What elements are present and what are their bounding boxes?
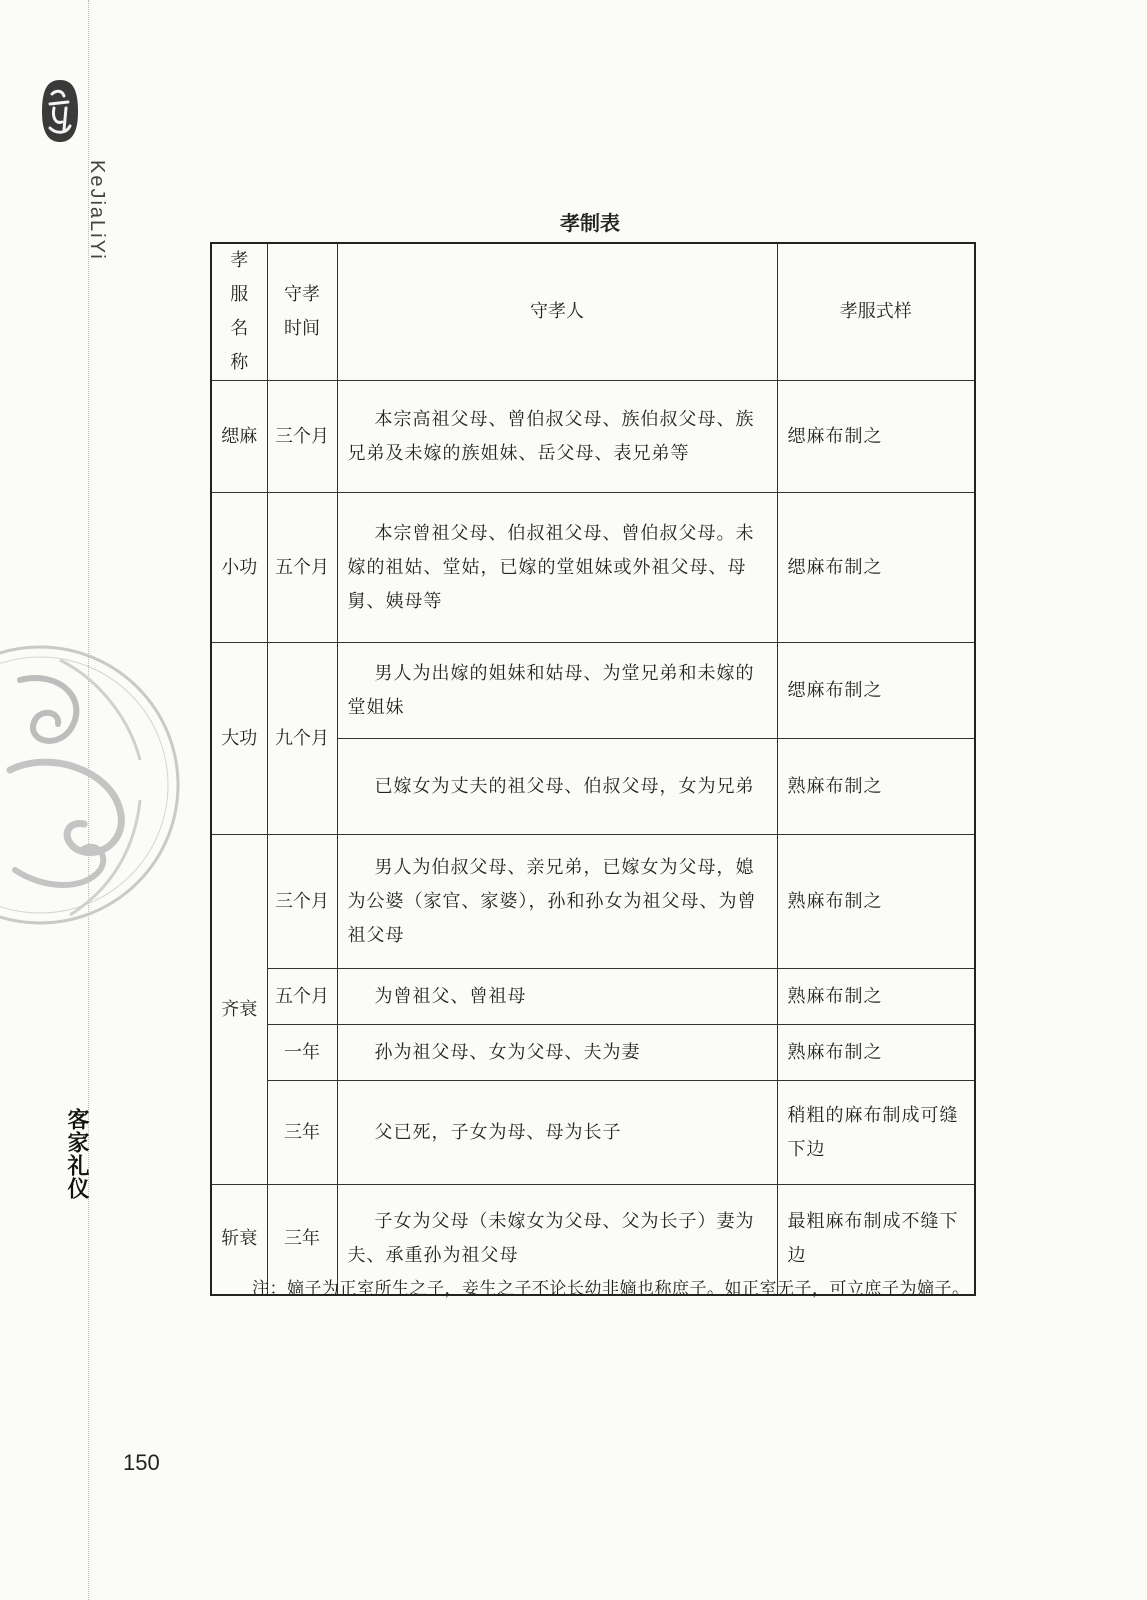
header-duration: 守孝时间	[267, 243, 337, 381]
header-mourner: 守孝人	[337, 243, 777, 381]
table-row	[211, 493, 975, 643]
table-row	[211, 1081, 975, 1185]
table-row	[211, 381, 975, 493]
table-row	[211, 1025, 975, 1081]
book-title-vertical: 客家礼仪	[64, 1108, 89, 1200]
cell-mourner: 男人为出嫁的姐妹和姑母、为堂兄弟和未嫁的堂姐妹	[337, 643, 777, 739]
cell-duration: 三个月	[267, 835, 337, 969]
page-number: 150	[123, 1450, 160, 1475]
cell-duration: 三个月	[267, 381, 337, 493]
cell-duration: 三年	[267, 1081, 337, 1185]
header-style: 孝服式样	[777, 243, 975, 381]
table-row	[211, 969, 975, 1025]
footnote: 注：嫡子为正室所生之子，妾生之子不论长幼非嫡也称庶子。如正室无子，可立庶子为嫡子。	[252, 1279, 970, 1299]
cell-style: 熟麻布制之	[777, 739, 975, 835]
cell-name: 斩衰	[211, 1185, 267, 1295]
cell-style: 熟麻布制之	[777, 1025, 975, 1081]
cell-name: 小功	[211, 493, 267, 643]
cell-style: 缌麻布制之	[777, 643, 975, 739]
cell-style: 最粗麻布制成不缝下边	[777, 1185, 975, 1295]
cell-style: 缌麻布制之	[777, 493, 975, 643]
cell-duration: 五个月	[267, 493, 337, 643]
mourning-table	[210, 242, 976, 1296]
cell-mourner: 为曾祖父、曾祖母	[337, 969, 777, 1025]
cell-name: 齐衰	[211, 835, 267, 1185]
cell-mourner: 男人为伯叔父母、亲兄弟，已嫁女为父母，媳为公婆（家官、家婆），孙和孙女为祖父母、为曾祖父母	[337, 835, 777, 969]
cell-mourner: 父已死，子女为母、母为长子	[337, 1081, 777, 1185]
cloud-pattern-icon	[0, 640, 180, 930]
cell-mourner: 子女为父母（未嫁女为父母、父为长子）妻为夫、承重孙为祖父母	[337, 1185, 777, 1295]
cell-style: 熟麻布制之	[777, 835, 975, 969]
cell-duration: 一年	[267, 1025, 337, 1081]
cell-mourner: 已嫁女为丈夫的祖父母、伯叔父母，女为兄弟	[337, 739, 777, 835]
header-name: 孝服名称	[211, 243, 267, 381]
cell-mourner: 本宗高祖父母、曾伯叔父母、族伯叔父母、族兄弟及未嫁的族姐妹、岳父母、表兄弟等	[337, 381, 777, 493]
table-header-row	[211, 243, 975, 381]
cell-duration: 五个月	[267, 969, 337, 1025]
table-row	[211, 643, 975, 739]
cell-duration: 三年	[267, 1185, 337, 1295]
cell-duration: 九个月	[267, 643, 337, 835]
seal-logo-icon	[40, 78, 80, 144]
cell-style: 稍粗的麻布制成可缝下边	[777, 1081, 975, 1185]
cell-style: 熟麻布制之	[777, 969, 975, 1025]
cell-name: 大功	[211, 643, 267, 835]
cell-mourner: 本宗曾祖父母、伯叔祖父母、曾伯叔父母。未嫁的祖姑、堂姑，已嫁的堂姐妹或外祖父母、母舅、姨母等	[337, 493, 777, 643]
cell-name: 缌麻	[211, 381, 267, 493]
table-title: 孝制表	[560, 211, 620, 235]
cell-style: 缌麻布制之	[777, 381, 975, 493]
table-row	[211, 835, 975, 969]
sidebar-pinyin: KeJiaLiYi	[86, 160, 108, 261]
cell-mourner: 孙为祖父母、女为父母、夫为妻	[337, 1025, 777, 1081]
